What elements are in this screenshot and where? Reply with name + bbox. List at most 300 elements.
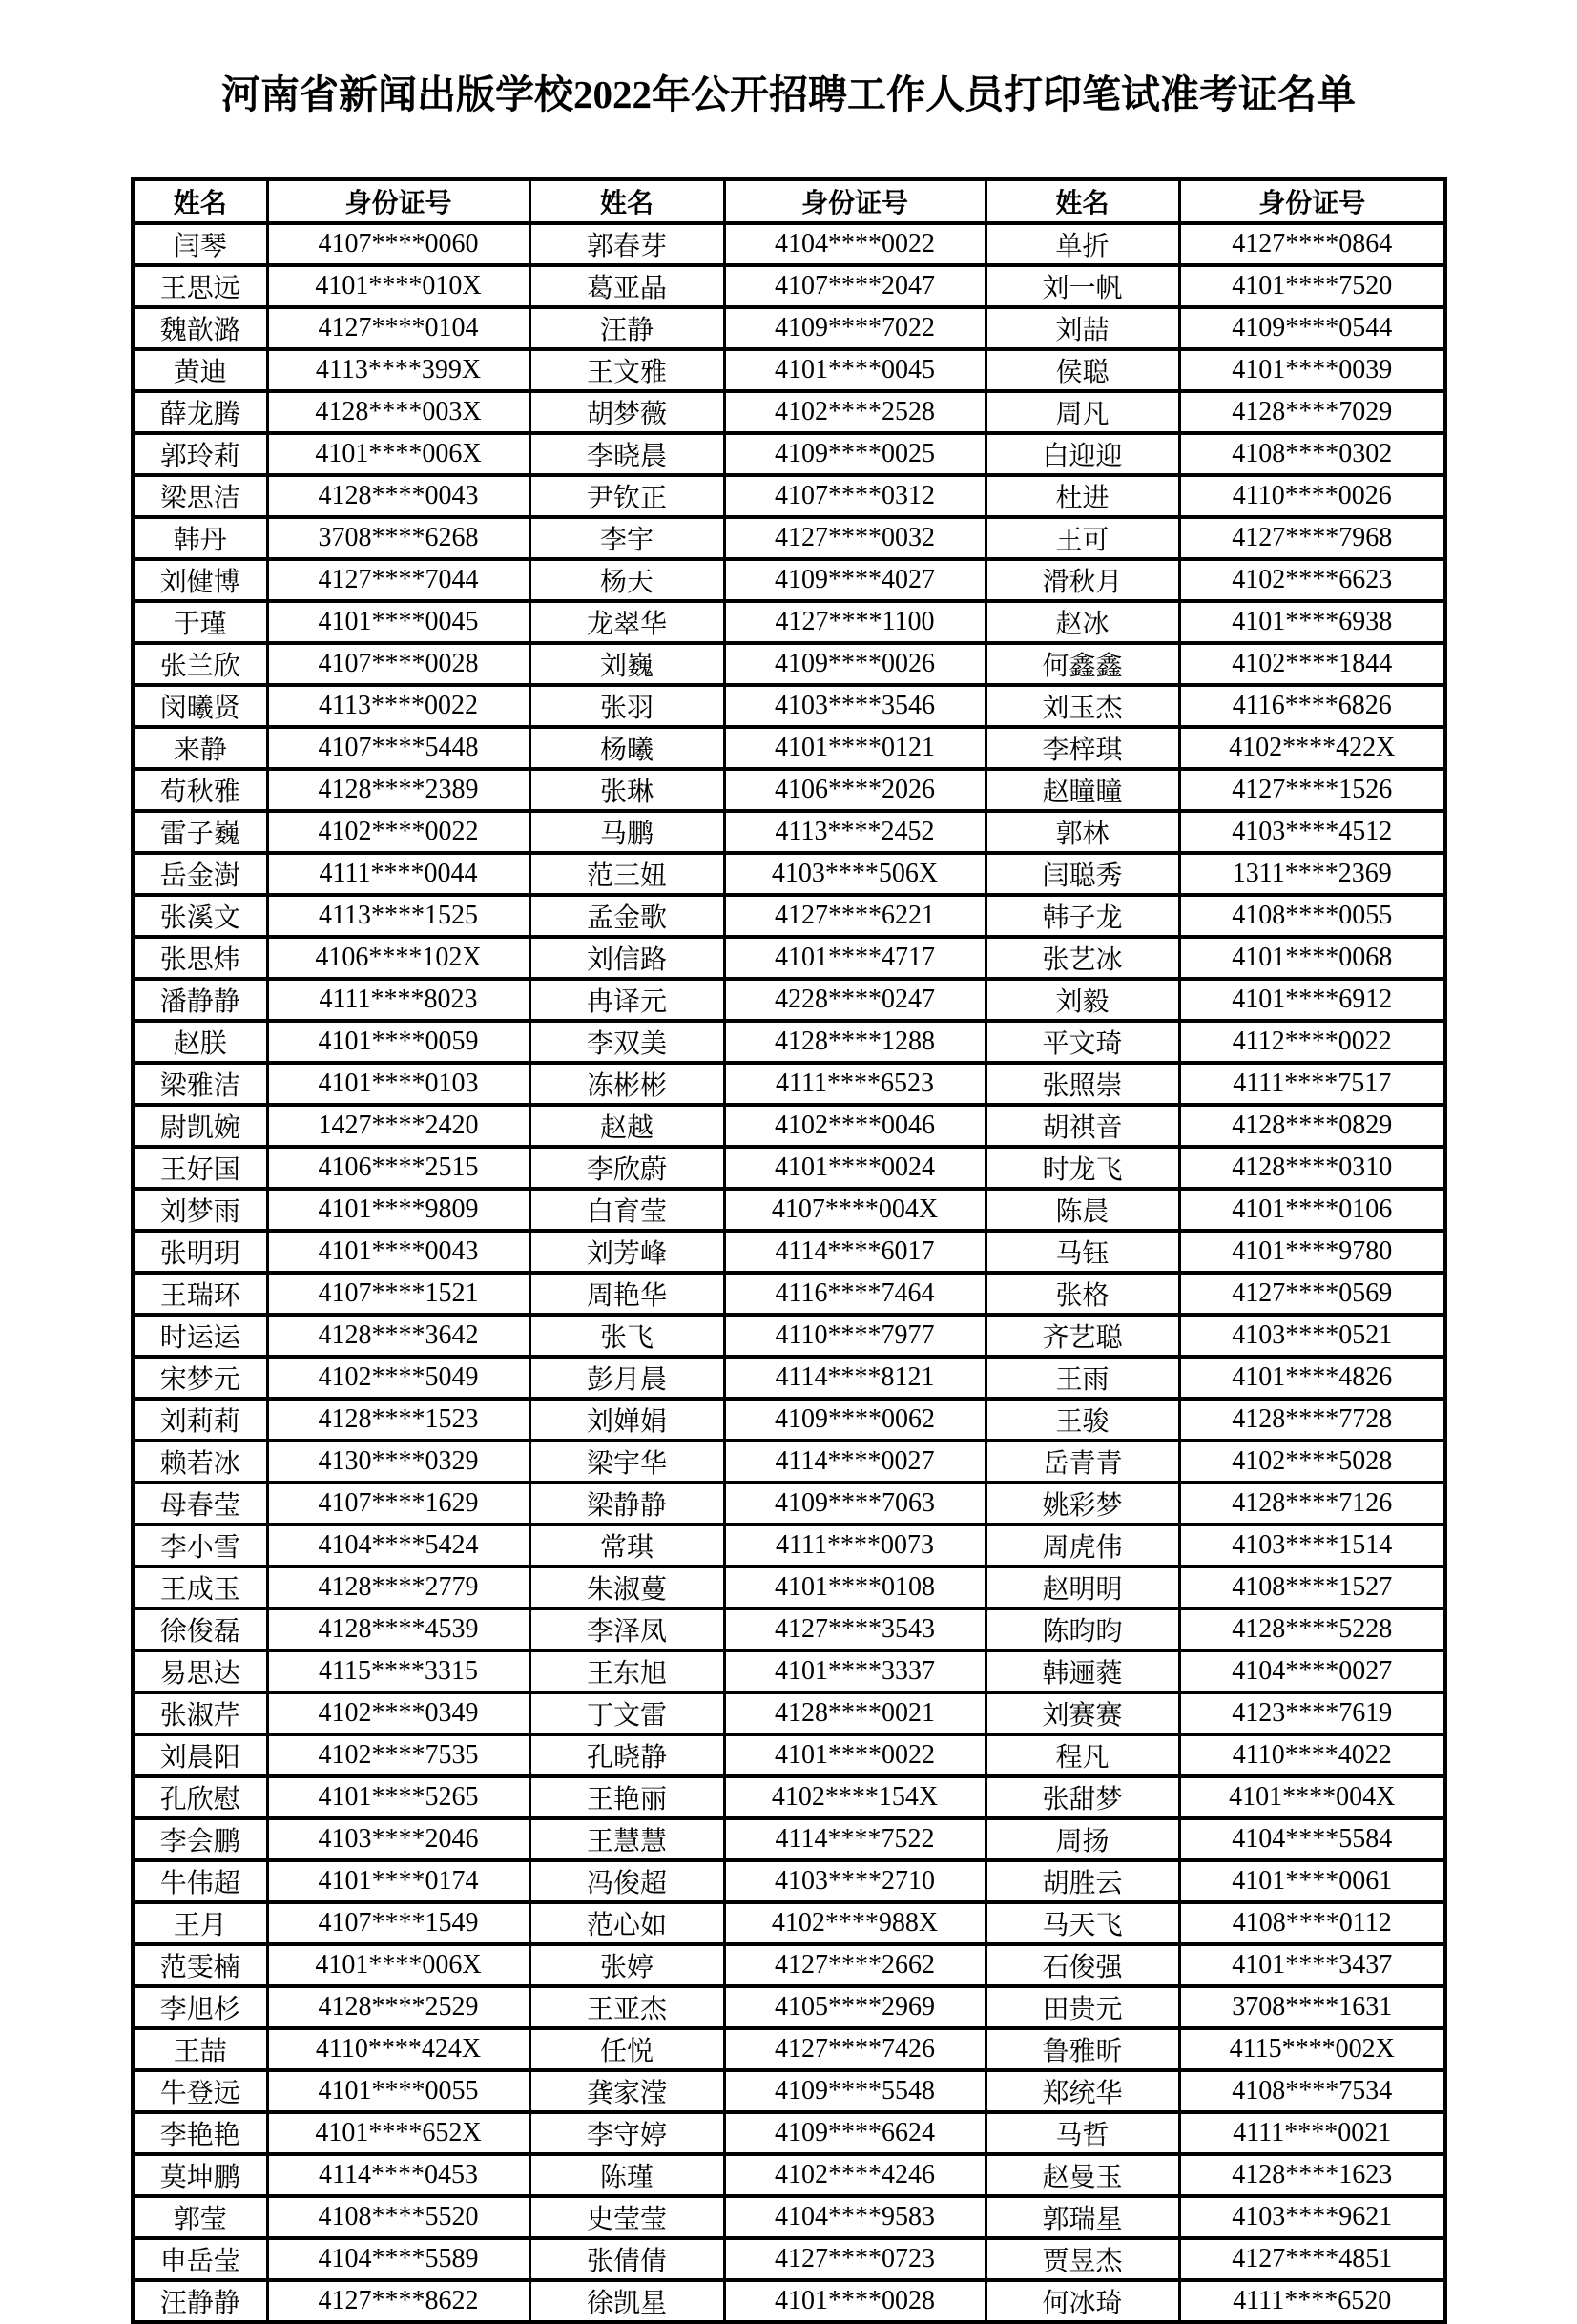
- table-row: [133, 1063, 1445, 1105]
- name-cell: 李梓琪: [986, 727, 1179, 769]
- name-cell: 岳金澍: [133, 853, 267, 895]
- id-cell: 4111****0044: [267, 853, 529, 895]
- id-cell: 4101****0061: [1179, 1860, 1445, 1902]
- table-row: [133, 2154, 1445, 2196]
- name-cell: 李小雪: [133, 1525, 267, 1567]
- id-cell: 4103****9621: [1179, 2196, 1445, 2238]
- name-cell: 张琳: [529, 769, 724, 811]
- name-cell: 牛伟超: [133, 1860, 267, 1902]
- name-cell: 白育莹: [529, 1189, 724, 1231]
- table-row: [133, 1231, 1445, 1273]
- id-cell: 4113****399X: [267, 349, 529, 391]
- name-cell: 尉凯婉: [133, 1105, 267, 1147]
- table-row: [133, 2070, 1445, 2112]
- id-cell: 4101****0174: [267, 1860, 529, 1902]
- id-cell: 4116****6826: [1179, 685, 1445, 727]
- id-cell: 4101****5265: [267, 1776, 529, 1818]
- name-cell: 郑统华: [986, 2070, 1179, 2112]
- name-cell: 平文琦: [986, 1021, 1179, 1063]
- id-cell: 4108****7534: [1179, 2070, 1445, 2112]
- name-cell: 冻彬彬: [529, 1063, 724, 1105]
- table-row: [133, 1902, 1445, 1944]
- name-cell: 丁文雷: [529, 1692, 724, 1734]
- table-row: [133, 937, 1445, 979]
- id-cell: 4106****2026: [724, 769, 986, 811]
- id-cell: 4128****2389: [267, 769, 529, 811]
- name-cell: 石俊强: [986, 1944, 1179, 1986]
- id-cell: 4128****7728: [1179, 1399, 1445, 1441]
- name-cell: 莫坤鹏: [133, 2154, 267, 2196]
- id-cell: 4109****7022: [724, 307, 986, 349]
- table-row: [133, 1525, 1445, 1567]
- name-cell: 周艳华: [529, 1273, 724, 1315]
- name-cell: 程凡: [986, 1734, 1179, 1776]
- name-cell: 申岳莹: [133, 2238, 267, 2280]
- name-cell: 闵曦贤: [133, 685, 267, 727]
- id-cell: 4107****5448: [267, 727, 529, 769]
- table-row: [133, 2196, 1445, 2238]
- name-cell: 赵瞳瞳: [986, 769, 1179, 811]
- id-cell: 4102****5028: [1179, 1441, 1445, 1483]
- id-cell: 4104****5584: [1179, 1818, 1445, 1860]
- name-cell: 朱淑蔓: [529, 1567, 724, 1608]
- table-row: [133, 1567, 1445, 1608]
- name-cell: 易思达: [133, 1650, 267, 1692]
- id-cell: 4102****7535: [267, 1734, 529, 1776]
- id-cell: 4128****1288: [724, 1021, 986, 1063]
- id-cell: 4101****0121: [724, 727, 986, 769]
- table-row: [133, 307, 1445, 349]
- id-cell: 4113****0022: [267, 685, 529, 727]
- name-cell: 何冰琦: [986, 2280, 1179, 2322]
- name-cell: 李旭杉: [133, 1986, 267, 2028]
- id-cell: 4109****5548: [724, 2070, 986, 2112]
- id-cell: 4102****988X: [724, 1902, 986, 1944]
- name-cell: 李宇: [529, 517, 724, 559]
- table-row: [133, 811, 1445, 853]
- name-cell: 潘静静: [133, 979, 267, 1021]
- table-row: [133, 433, 1445, 475]
- id-cell: 4101****0108: [724, 1567, 986, 1608]
- id-cell: 4106****102X: [267, 937, 529, 979]
- name-cell: 王雨: [986, 1357, 1179, 1399]
- id-cell: 4108****5520: [267, 2196, 529, 2238]
- name-cell: 刘信路: [529, 937, 724, 979]
- name-cell: 雷子巍: [133, 811, 267, 853]
- table-row: [133, 1189, 1445, 1231]
- name-cell: 周扬: [986, 1818, 1179, 1860]
- id-cell: 4107****004X: [724, 1189, 986, 1231]
- name-cell: 史莹莹: [529, 2196, 724, 2238]
- id-cell: 4103****3546: [724, 685, 986, 727]
- id-cell: 4104****5424: [267, 1525, 529, 1567]
- name-cell: 李艳艳: [133, 2112, 267, 2154]
- table-row: [133, 853, 1445, 895]
- name-cell: 梁雅洁: [133, 1063, 267, 1105]
- id-cell: 4127****0723: [724, 2238, 986, 2280]
- table-row: [133, 223, 1445, 265]
- id-cell: 4101****0045: [724, 349, 986, 391]
- table-row: [133, 2028, 1445, 2070]
- id-cell: 4101****0022: [724, 1734, 986, 1776]
- id-cell: 4127****1526: [1179, 769, 1445, 811]
- name-cell: 韩丹: [133, 517, 267, 559]
- id-cell: 4128****003X: [267, 391, 529, 433]
- id-cell: 4101****0068: [1179, 937, 1445, 979]
- header-row: [133, 179, 1445, 223]
- name-cell: 时运运: [133, 1315, 267, 1357]
- id-cell: 4127****7968: [1179, 517, 1445, 559]
- name-cell: 周凡: [986, 391, 1179, 433]
- name-cell: 王骏: [986, 1399, 1179, 1441]
- name-cell: 刘健博: [133, 559, 267, 601]
- name-cell: 张思炜: [133, 937, 267, 979]
- name-cell: 郭玲莉: [133, 433, 267, 475]
- name-cell: 刘婵娟: [529, 1399, 724, 1441]
- id-cell: 4102****0022: [267, 811, 529, 853]
- table-row: [133, 517, 1445, 559]
- column-header-name: 姓名: [986, 179, 1179, 223]
- table-row: [133, 1315, 1445, 1357]
- id-cell: 4107****0028: [267, 643, 529, 685]
- name-cell: 陈晨: [986, 1189, 1179, 1231]
- id-cell: 4110****4022: [1179, 1734, 1445, 1776]
- id-cell: 4101****0045: [267, 601, 529, 643]
- id-cell: 4107****1521: [267, 1273, 529, 1315]
- id-cell: 4128****0043: [267, 475, 529, 517]
- name-cell: 张艺冰: [986, 937, 1179, 979]
- name-cell: 赵冰: [986, 601, 1179, 643]
- id-cell: 4114****0027: [724, 1441, 986, 1483]
- name-cell: 姚彩梦: [986, 1483, 1179, 1525]
- id-cell: 4102****5049: [267, 1357, 529, 1399]
- id-cell: 4109****7063: [724, 1483, 986, 1525]
- id-cell: 4116****7464: [724, 1273, 986, 1315]
- table-row: [133, 1483, 1445, 1525]
- name-cell: 王东旭: [529, 1650, 724, 1692]
- name-cell: 孟金歌: [529, 895, 724, 937]
- name-cell: 任悦: [529, 2028, 724, 2070]
- column-header-id: 身份证号: [267, 179, 529, 223]
- name-cell: 侯聪: [986, 349, 1179, 391]
- id-cell: 4110****0026: [1179, 475, 1445, 517]
- name-cell: 葛亚晶: [529, 265, 724, 307]
- id-cell: 4109****0025: [724, 433, 986, 475]
- name-cell: 张格: [986, 1273, 1179, 1315]
- name-cell: 常琪: [529, 1525, 724, 1567]
- name-cell: 于瑾: [133, 601, 267, 643]
- table-row: [133, 1818, 1445, 1860]
- name-cell: 孔欣慰: [133, 1776, 267, 1818]
- name-cell: 郭莹: [133, 2196, 267, 2238]
- table-row: [133, 559, 1445, 601]
- table-row: [133, 2238, 1445, 2280]
- name-cell: 张明玥: [133, 1231, 267, 1273]
- name-cell: 韩子龙: [986, 895, 1179, 937]
- table-row: [133, 2280, 1445, 2322]
- name-cell: 母春莹: [133, 1483, 267, 1525]
- name-cell: 刘晨阳: [133, 1734, 267, 1776]
- name-cell: 闫琴: [133, 223, 267, 265]
- name-cell: 李泽凤: [529, 1608, 724, 1650]
- name-cell: 黄迪: [133, 349, 267, 391]
- table-row: [133, 1021, 1445, 1063]
- table-row: [133, 601, 1445, 643]
- id-cell: 4114****8121: [724, 1357, 986, 1399]
- id-cell: 4102****154X: [724, 1776, 986, 1818]
- name-cell: 刘赛赛: [986, 1692, 1179, 1734]
- id-cell: 4114****0453: [267, 2154, 529, 2196]
- id-cell: 4101****6912: [1179, 979, 1445, 1021]
- id-cell: 4111****8023: [267, 979, 529, 1021]
- name-cell: 张照崇: [986, 1063, 1179, 1105]
- name-cell: 牛登远: [133, 2070, 267, 2112]
- table-row: [133, 1105, 1445, 1147]
- table-body: [133, 223, 1445, 2322]
- name-cell: 刘巍: [529, 643, 724, 685]
- table-row: [133, 2112, 1445, 2154]
- id-cell: 4101****9809: [267, 1189, 529, 1231]
- name-cell: 刘毅: [986, 979, 1179, 1021]
- table-row: [133, 1734, 1445, 1776]
- name-cell: 刘玉杰: [986, 685, 1179, 727]
- id-cell: 4109****0544: [1179, 307, 1445, 349]
- name-cell: 徐凯星: [529, 2280, 724, 2322]
- table-row: [133, 475, 1445, 517]
- id-cell: 4128****2779: [267, 1567, 529, 1608]
- table-row: [133, 1357, 1445, 1399]
- id-cell: 4127****0104: [267, 307, 529, 349]
- name-cell: 胡祺音: [986, 1105, 1179, 1147]
- id-cell: 4107****2047: [724, 265, 986, 307]
- id-cell: 4102****1844: [1179, 643, 1445, 685]
- name-cell: 刘芳峰: [529, 1231, 724, 1273]
- id-cell: 4107****0312: [724, 475, 986, 517]
- name-cell: 王可: [986, 517, 1179, 559]
- id-cell: 4109****0062: [724, 1399, 986, 1441]
- table-row: [133, 1441, 1445, 1483]
- id-cell: 4101****0043: [267, 1231, 529, 1273]
- column-header-id: 身份证号: [1179, 179, 1445, 223]
- name-cell: 王好国: [133, 1147, 267, 1189]
- id-cell: 4110****7977: [724, 1315, 986, 1357]
- name-cell: 张婷: [529, 1944, 724, 1986]
- id-cell: 4127****4851: [1179, 2238, 1445, 2280]
- id-cell: 4128****0829: [1179, 1105, 1445, 1147]
- name-cell: 梁静静: [529, 1483, 724, 1525]
- table-row: [133, 979, 1445, 1021]
- id-cell: 4101****0024: [724, 1147, 986, 1189]
- name-cell: 张倩倩: [529, 2238, 724, 2280]
- name-cell: 王艳丽: [529, 1776, 724, 1818]
- id-cell: 4101****652X: [267, 2112, 529, 2154]
- id-cell: 4103****2046: [267, 1818, 529, 1860]
- name-cell: 刘一帆: [986, 265, 1179, 307]
- name-cell: 马天飞: [986, 1902, 1179, 1944]
- name-cell: 李双美: [529, 1021, 724, 1063]
- name-cell: 龚家滢: [529, 2070, 724, 2112]
- id-cell: 4103****0521: [1179, 1315, 1445, 1357]
- id-cell: 4108****1527: [1179, 1567, 1445, 1608]
- table-header: [133, 179, 1445, 223]
- table-row: [133, 895, 1445, 937]
- name-cell: 尹钦正: [529, 475, 724, 517]
- id-cell: 4108****0302: [1179, 433, 1445, 475]
- name-cell: 梁宇华: [529, 1441, 724, 1483]
- name-cell: 苟秋雅: [133, 769, 267, 811]
- table-row: [133, 1692, 1445, 1734]
- name-cell: 郭春芽: [529, 223, 724, 265]
- table-row: [133, 1147, 1445, 1189]
- id-cell: 4101****0059: [267, 1021, 529, 1063]
- name-cell: 赵朕: [133, 1021, 267, 1063]
- id-cell: 3708****6268: [267, 517, 529, 559]
- name-cell: 刘莉莉: [133, 1399, 267, 1441]
- id-cell: 4128****5228: [1179, 1608, 1445, 1650]
- id-cell: 4128****4539: [267, 1608, 529, 1650]
- id-cell: 4103****2710: [724, 1860, 986, 1902]
- column-header-name: 姓名: [133, 179, 267, 223]
- column-header-name: 姓名: [529, 179, 724, 223]
- name-cell: 齐艺聪: [986, 1315, 1179, 1357]
- name-cell: 徐俊磊: [133, 1608, 267, 1650]
- id-cell: 4127****2662: [724, 1944, 986, 1986]
- id-cell: 4101****9780: [1179, 1231, 1445, 1273]
- name-cell: 赵越: [529, 1105, 724, 1147]
- id-cell: 4115****002X: [1179, 2028, 1445, 2070]
- id-cell: 4111****7517: [1179, 1063, 1445, 1105]
- name-cell: 李会鹏: [133, 1818, 267, 1860]
- name-cell: 郭林: [986, 811, 1179, 853]
- id-cell: 4101****006X: [267, 1944, 529, 1986]
- name-cell: 王瑞环: [133, 1273, 267, 1315]
- name-cell: 张溪文: [133, 895, 267, 937]
- name-cell: 赖若冰: [133, 1441, 267, 1483]
- id-cell: 4105****2969: [724, 1986, 986, 2028]
- table-row: [133, 349, 1445, 391]
- name-cell: 白迎迎: [986, 433, 1179, 475]
- table-row: [133, 643, 1445, 685]
- id-cell: 4127****0569: [1179, 1273, 1445, 1315]
- page-title: 河南省新闻出版学校2022年公开招聘工作人员打印笔试准考证名单: [221, 73, 1356, 116]
- name-cell: 韩逦蕤: [986, 1650, 1179, 1692]
- id-cell: 4128****3642: [267, 1315, 529, 1357]
- name-cell: 刘喆: [986, 307, 1179, 349]
- name-cell: 杨天: [529, 559, 724, 601]
- id-cell: 4110****424X: [267, 2028, 529, 2070]
- name-cell: 冯俊超: [529, 1860, 724, 1902]
- name-cell: 张淑芹: [133, 1692, 267, 1734]
- id-cell: 4102****2528: [724, 391, 986, 433]
- table-row: [133, 685, 1445, 727]
- name-cell: 梁思洁: [133, 475, 267, 517]
- id-cell: 4101****0106: [1179, 1189, 1445, 1231]
- id-cell: 4127****7426: [724, 2028, 986, 2070]
- id-cell: 4109****0026: [724, 643, 986, 685]
- name-cell: 王喆: [133, 2028, 267, 2070]
- name-cell: 范雯楠: [133, 1944, 267, 1986]
- id-cell: 4113****1525: [267, 895, 529, 937]
- id-cell: 4114****7522: [724, 1818, 986, 1860]
- table-row: [133, 265, 1445, 307]
- table-row: [133, 1273, 1445, 1315]
- id-cell: 4127****6221: [724, 895, 986, 937]
- id-cell: 4104****5589: [267, 2238, 529, 2280]
- id-cell: 4111****6523: [724, 1063, 986, 1105]
- id-cell: 4102****0046: [724, 1105, 986, 1147]
- name-cell: 王慧慧: [529, 1818, 724, 1860]
- id-cell: 4101****3337: [724, 1650, 986, 1692]
- id-cell: 3708****1631: [1179, 1986, 1445, 2028]
- name-cell: 贾昱杰: [986, 2238, 1179, 2280]
- id-cell: 4107****1629: [267, 1483, 529, 1525]
- id-cell: 4108****0112: [1179, 1902, 1445, 1944]
- name-cell: 郭瑞星: [986, 2196, 1179, 2238]
- id-cell: 4128****2529: [267, 1986, 529, 2028]
- id-cell: 1427****2420: [267, 1105, 529, 1147]
- id-cell: 4130****0329: [267, 1441, 529, 1483]
- name-cell: 陈昀昀: [986, 1608, 1179, 1650]
- id-cell: 4101****6938: [1179, 601, 1445, 643]
- id-cell: 4228****0247: [724, 979, 986, 1021]
- id-cell: 4101****4826: [1179, 1357, 1445, 1399]
- name-cell: 单折: [986, 223, 1179, 265]
- name-cell: 马鹏: [529, 811, 724, 853]
- name-cell: 魏歆潞: [133, 307, 267, 349]
- name-cell: 王思远: [133, 265, 267, 307]
- name-cell: 鲁雅昕: [986, 2028, 1179, 2070]
- id-cell: 4103****1514: [1179, 1525, 1445, 1567]
- id-cell: 4114****6017: [724, 1231, 986, 1273]
- table-row: [133, 1399, 1445, 1441]
- id-cell: 4128****1523: [267, 1399, 529, 1441]
- id-cell: 4113****2452: [724, 811, 986, 853]
- id-cell: 4128****7126: [1179, 1483, 1445, 1525]
- id-cell: 4101****0039: [1179, 349, 1445, 391]
- id-cell: 4104****9583: [724, 2196, 986, 2238]
- id-cell: 4104****0022: [724, 223, 986, 265]
- id-cell: 4101****0103: [267, 1063, 529, 1105]
- name-cell: 杜进: [986, 475, 1179, 517]
- id-cell: 4115****3315: [267, 1650, 529, 1692]
- name-cell: 滑秋月: [986, 559, 1179, 601]
- roster-table: [131, 177, 1447, 2324]
- id-cell: 4107****0060: [267, 223, 529, 265]
- id-cell: 4101****4717: [724, 937, 986, 979]
- table-row: [133, 1608, 1445, 1650]
- id-cell: 4107****1549: [267, 1902, 529, 1944]
- id-cell: 4112****0022: [1179, 1021, 1445, 1063]
- name-cell: 张兰欣: [133, 643, 267, 685]
- name-cell: 汪静: [529, 307, 724, 349]
- id-cell: 4127****3543: [724, 1608, 986, 1650]
- name-cell: 杨曦: [529, 727, 724, 769]
- id-cell: 4109****4027: [724, 559, 986, 601]
- name-cell: 龙翠华: [529, 601, 724, 643]
- id-cell: 4104****0027: [1179, 1650, 1445, 1692]
- id-cell: 4128****1623: [1179, 2154, 1445, 2196]
- id-cell: 4102****0349: [267, 1692, 529, 1734]
- id-cell: 4128****7029: [1179, 391, 1445, 433]
- id-cell: 4109****6624: [724, 2112, 986, 2154]
- id-cell: 4111****0073: [724, 1525, 986, 1567]
- name-cell: 赵明明: [986, 1567, 1179, 1608]
- name-cell: 马钰: [986, 1231, 1179, 1273]
- id-cell: 4108****0055: [1179, 895, 1445, 937]
- name-cell: 张羽: [529, 685, 724, 727]
- name-cell: 何鑫鑫: [986, 643, 1179, 685]
- name-cell: 赵曼玉: [986, 2154, 1179, 2196]
